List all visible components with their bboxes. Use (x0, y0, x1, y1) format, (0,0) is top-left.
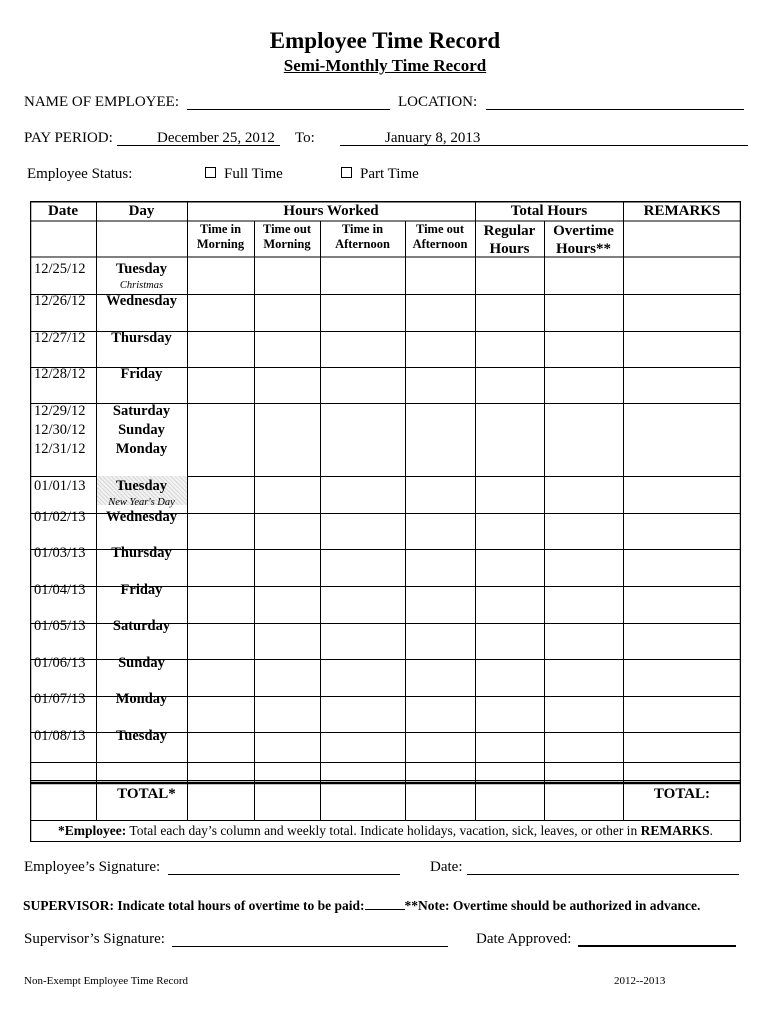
row-day: Thursday (111, 545, 172, 561)
column-header-time-in-morning: Time in Morning (196, 222, 245, 251)
time-entry-cell[interactable] (255, 476, 319, 492)
time-entry-cell[interactable] (545, 476, 622, 492)
time-entry-cell[interactable] (188, 328, 253, 344)
row-date: 01/05/13 (34, 618, 86, 634)
total-label: TOTAL* (117, 786, 176, 802)
part-time-checkbox[interactable] (341, 167, 352, 178)
instruction-end: REMARKS (640, 823, 710, 838)
part-time-option[interactable] (341, 166, 419, 183)
row-day: Friday (120, 582, 163, 598)
row-day: Tuesday (115, 261, 168, 277)
supervisor-note: **Note: Overtime should be authorized in advance. (404, 898, 701, 913)
time-entry-cell[interactable] (545, 543, 622, 559)
time-entry-cell[interactable] (545, 580, 622, 596)
time-entry-cell[interactable] (188, 653, 253, 669)
name-label: NAME OF EMPLOYEE: (24, 94, 180, 110)
time-entry-cell[interactable] (406, 726, 474, 742)
row-holiday-note: New Year's Day (108, 497, 175, 508)
time-entry-cell[interactable] (624, 328, 740, 344)
time-entry-cell[interactable] (476, 439, 543, 455)
time-entry-cell[interactable] (624, 689, 740, 705)
time-entry-cell[interactable] (321, 259, 404, 275)
full-time-option[interactable] (205, 166, 283, 183)
row-day: Sunday (118, 655, 165, 671)
row-date: 12/25/12 (34, 261, 86, 277)
time-entry-cell[interactable] (255, 364, 319, 380)
time-entry-cell[interactable] (321, 476, 404, 492)
time-entry-cell[interactable] (255, 616, 319, 632)
time-entry-cell[interactable] (255, 726, 319, 742)
part-time-label: Part Time (360, 166, 419, 182)
footer-right: 2012--2013 (614, 975, 666, 987)
time-entry-cell[interactable] (624, 476, 740, 492)
time-entry-cell[interactable] (476, 401, 543, 417)
time-entry-cell[interactable] (188, 476, 253, 492)
time-entry-cell[interactable] (624, 653, 740, 669)
full-time-label: Full Time (224, 166, 283, 182)
column-header-total-hours: Total Hours (510, 203, 588, 219)
time-entry-cell[interactable] (624, 726, 740, 742)
time-entry-cell[interactable] (406, 580, 474, 596)
column-header-time-in-afternoon: Time in Afternoon (335, 222, 390, 251)
row-day: Saturday (112, 618, 171, 634)
time-entry-cell[interactable] (545, 420, 622, 436)
time-entry-cell[interactable] (321, 364, 404, 380)
employee-instruction (30, 823, 741, 839)
row-date: 01/07/13 (34, 691, 86, 707)
time-entry-cell[interactable] (321, 726, 404, 742)
time-entry-cell[interactable] (321, 543, 404, 559)
time-entry-cell[interactable] (476, 543, 543, 559)
pay-period-label: PAY PERIOD: (24, 130, 113, 146)
time-entry-cell[interactable] (255, 580, 319, 596)
row-day: Tuesday (115, 728, 168, 744)
name-field[interactable] (187, 109, 390, 110)
row-day: Monday (115, 691, 168, 707)
row-day: Saturday (112, 403, 171, 419)
row-date: 12/26/12 (34, 293, 86, 309)
time-entry-cell[interactable] (624, 580, 740, 596)
time-entry-cell[interactable] (406, 401, 474, 417)
time-record-table (30, 201, 741, 842)
row-day: Tuesday (115, 478, 168, 494)
employee-signature-label: Employee’s Signature: (24, 859, 161, 875)
time-entry-cell[interactable] (406, 291, 474, 307)
column-header-day: Day (128, 203, 155, 219)
supervisor-signature-label: Supervisor’s Signature: (24, 931, 165, 947)
row-date: 01/04/13 (34, 582, 86, 598)
time-entry-cell[interactable] (188, 726, 253, 742)
time-entry-cell[interactable] (406, 507, 474, 523)
time-entry-cell[interactable] (321, 439, 404, 455)
status-label: Employee Status: (27, 166, 133, 182)
instruction-period: . (709, 823, 713, 838)
date-approved-label: Date Approved: (476, 931, 572, 947)
supervisor-signature-field[interactable] (172, 946, 448, 947)
time-entry-cell[interactable] (476, 507, 543, 523)
time-entry-cell[interactable] (476, 476, 543, 492)
instruction-bold: *Employee: (58, 823, 127, 838)
to-label: To: (295, 130, 315, 146)
time-entry-cell[interactable] (545, 328, 622, 344)
footer-left: Non-Exempt Employee Time Record (24, 975, 189, 987)
time-entry-cell[interactable] (545, 726, 622, 742)
location-field[interactable] (486, 109, 744, 110)
row-day: Wednesday (106, 509, 177, 525)
time-entry-cell[interactable] (476, 291, 543, 307)
time-entry-cell[interactable] (321, 580, 404, 596)
time-entry-cell[interactable] (545, 689, 622, 705)
row-date: 12/29/12 (34, 403, 86, 419)
time-entry-cell[interactable] (476, 328, 543, 344)
time-entry-cell[interactable] (476, 653, 543, 669)
time-entry-cell[interactable] (406, 439, 474, 455)
time-entry-cell[interactable] (188, 616, 253, 632)
row-holiday-note: Christmas (119, 280, 164, 291)
row-date: 12/31/12 (34, 441, 86, 457)
row-date: 12/27/12 (34, 330, 86, 346)
time-entry-cell[interactable] (406, 616, 474, 632)
time-entry-cell[interactable] (545, 259, 622, 275)
time-entry-cell[interactable] (406, 364, 474, 380)
time-entry-cell[interactable] (545, 364, 622, 380)
time-entry-cell[interactable] (406, 259, 474, 275)
column-header-remarks: REMARKS (643, 203, 721, 219)
time-entry-cell[interactable] (255, 420, 319, 436)
location-label: LOCATION: (398, 94, 478, 110)
time-entry-cell[interactable] (545, 291, 622, 307)
time-entry-cell[interactable] (624, 420, 740, 436)
time-entry-cell[interactable] (188, 439, 253, 455)
time-entry-cell[interactable] (255, 543, 319, 559)
time-entry-cell[interactable] (624, 364, 740, 380)
time-entry-cell[interactable] (476, 689, 543, 705)
date-approved-field[interactable] (578, 945, 736, 947)
time-entry-cell[interactable] (406, 328, 474, 344)
time-entry-cell[interactable] (624, 616, 740, 632)
row-date: 12/28/12 (34, 366, 86, 382)
time-entry-cell[interactable] (476, 420, 543, 436)
time-entry-cell[interactable] (476, 726, 543, 742)
column-header-time-out-morning: Time out Morning (262, 222, 312, 251)
row-date: 01/02/13 (34, 509, 86, 525)
time-entry-cell[interactable] (624, 291, 740, 307)
time-entry-cell[interactable] (321, 401, 404, 417)
time-entry-cell[interactable] (545, 507, 622, 523)
time-entry-cell[interactable] (188, 543, 253, 559)
time-entry-cell[interactable] (545, 401, 622, 417)
time-entry-cell[interactable] (255, 291, 319, 307)
full-time-checkbox[interactable] (205, 167, 216, 178)
supervisor-bold: SUPERVISOR: (23, 898, 115, 913)
time-entry-cell[interactable] (255, 259, 319, 275)
pay-period-start[interactable]: December 25, 2012 (157, 130, 275, 146)
row-day: Thursday (111, 330, 172, 346)
row-date: 01/06/13 (34, 655, 86, 671)
time-entry-cell[interactable] (188, 291, 253, 307)
supervisor-line (23, 897, 700, 914)
time-entry-cell[interactable] (321, 420, 404, 436)
overtime-hours-field[interactable] (365, 897, 405, 910)
column-header-regular-hours: Regular Hours (483, 223, 536, 257)
time-entry-cell[interactable] (321, 616, 404, 632)
time-entry-cell[interactable] (188, 259, 253, 275)
time-entry-cell[interactable] (321, 653, 404, 669)
time-entry-cell[interactable] (476, 616, 543, 632)
time-entry-cell[interactable] (624, 401, 740, 417)
column-header-hours-worked: Hours Worked (283, 203, 379, 219)
time-entry-cell[interactable] (321, 291, 404, 307)
time-entry-cell[interactable] (624, 259, 740, 275)
date-label: Date: (430, 859, 463, 875)
time-entry-cell[interactable] (255, 439, 319, 455)
time-entry-cell[interactable] (476, 580, 543, 596)
date-field[interactable] (467, 874, 739, 875)
column-header-time-out-afternoon: Time out Afternoon (412, 222, 468, 251)
supervisor-text: Indicate total hours of overtime to be paid: (117, 898, 365, 913)
instruction-text: Total each day’s column and weekly total. Indicate holidays, vacation, sick, leaves, or other in (129, 823, 638, 838)
pay-period-end[interactable]: January 8, 2013 (385, 130, 481, 146)
time-entry-cell[interactable] (188, 580, 253, 596)
time-entry-cell[interactable] (406, 689, 474, 705)
time-entry-cell[interactable] (321, 507, 404, 523)
time-entry-cell[interactable] (624, 543, 740, 559)
time-entry-cell[interactable] (255, 689, 319, 705)
time-entry-cell[interactable] (545, 653, 622, 669)
time-entry-cell[interactable] (255, 401, 319, 417)
row-day: Monday (115, 441, 168, 457)
time-entry-cell[interactable] (476, 259, 543, 275)
row-date: 12/30/12 (34, 422, 86, 438)
time-entry-cell[interactable] (624, 439, 740, 455)
row-date: 01/03/13 (34, 545, 86, 561)
employee-signature-field[interactable] (168, 874, 400, 875)
time-entry-cell[interactable] (188, 507, 253, 523)
total-remarks-label: TOTAL: (653, 786, 711, 802)
time-entry-cell[interactable] (406, 653, 474, 669)
time-entry-cell[interactable] (188, 401, 253, 417)
time-entry-cell[interactable] (321, 689, 404, 705)
column-header-date: Date (48, 203, 78, 219)
time-entry-cell[interactable] (406, 543, 474, 559)
row-date: 01/08/13 (34, 728, 86, 744)
row-date: 01/01/13 (34, 478, 86, 494)
row-day: Wednesday (106, 293, 177, 309)
time-entry-cell[interactable] (255, 653, 319, 669)
time-entry-cell[interactable] (476, 364, 543, 380)
row-day: Sunday (118, 422, 165, 438)
row-day: Friday (120, 366, 163, 382)
time-entry-cell[interactable] (188, 364, 253, 380)
time-entry-cell[interactable] (406, 420, 474, 436)
time-entry-cell[interactable] (545, 616, 622, 632)
time-entry-cell[interactable] (624, 507, 740, 523)
page-title: Employee Time Record (269, 28, 501, 53)
time-entry-cell[interactable] (255, 507, 319, 523)
time-entry-cell[interactable] (255, 328, 319, 344)
column-header-overtime-hours: Overtime Hours** (553, 223, 614, 257)
time-entry-cell[interactable] (321, 328, 404, 344)
time-entry-cell[interactable] (188, 689, 253, 705)
page-subtitle: Semi-Monthly Time Record (283, 56, 487, 75)
time-entry-cell[interactable] (406, 476, 474, 492)
time-entry-cell[interactable] (545, 439, 622, 455)
time-entry-cell[interactable] (188, 420, 253, 436)
